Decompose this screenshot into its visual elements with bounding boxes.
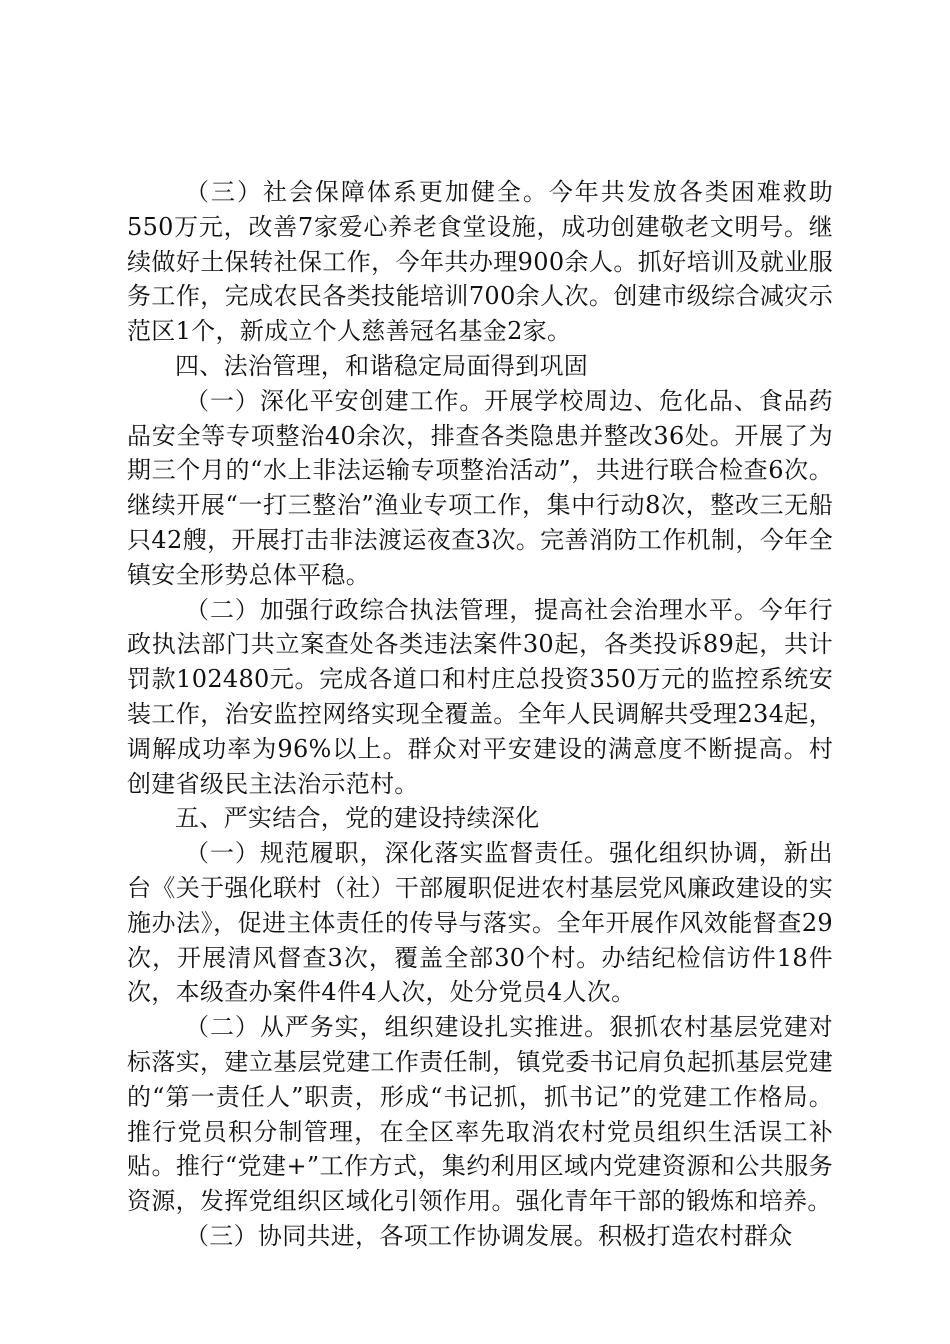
paragraph-supervision-duty: （一）规范履职，深化落实监督责任。强化组织协调，新出台《关于强化联村（社）干部履职促进农村基层党风廉政建设的实施办法》，促进主体责任的传导与落实。全年开展作风效能督查29次，开展清风督查3次，覆盖全部30个村。办结纪检信访件18件次，本级查办案件4件4人次，处分党员4人次。 <box>127 839 833 1007</box>
paragraph-coordinated-development: （三）协同共进，各项工作协调发展。积极打造农村群众 <box>185 1221 793 1250</box>
section-heading-party-building: 五、严实结合，党的建设持续深化 <box>175 804 540 833</box>
paragraph-organization-building: （二）从严务实，组织建设扎实推进。狠抓农村基层党建对标落实，建立基层党建工作责任制，镇党委书记肩负起抓基层党建的“第一责任人”职责，形成“书记抓，抓书记”的党建工作格局。推行党员积分制管理，在全区率先取消农村党员组织生活误工补贴。推行“党建+”工作方式，集约利用区域内党建资源和公共服务资源，发挥党组织区域化引领作用。强化青年干部的锻炼和培养。 <box>127 1013 833 1216</box>
section-heading-rule-of-law: 四、法治管理，和谐稳定局面得到巩固 <box>175 351 589 380</box>
document-page <box>127 175 833 1254</box>
paragraph-social-security: （三）社会保障体系更加健全。今年共发放各类困难救助550万元，改善7家爱心养老食堂设施，成功创建敬老文明号。继续做好土保转社保工作，今年共办理900余人。抓好培训及就业服务工作，完成农民各类技能培训700余人次。创建市级综合减灾示范区1个，新成立个人慈善冠名基金2家。 <box>127 178 833 346</box>
paragraph-safety-campaign: （一）深化平安创建工作。开展学校周边、危化品、食品药品安全等专项整治40余次，排查各类隐患并整改36处。开展了为期三个月的“水上非法运输专项整治活动”，共进行联合检查6次。继续开展“一打三整治”渔业专项工作，集中行动8次，整改三无船只42艘，开展打击非法渡运夜查3次。完善消防工作机制，今年全镇安全形势总体平稳。 <box>127 386 833 589</box>
paragraph-administrative-enforcement: （二）加强行政综合执法管理，提高社会治理水平。今年行政执法部门共立案查处各类违法案件30起，各类投诉89起，共计罚款102480元。完成各道口和村庄总投资350万元的监控系统安装工作，治安监控网络实现全覆盖。全年人民调解共受理234起，调解成功率为96%以上。群众对平安建设的满意度不断提高。村创建省级民主法治示范村。 <box>127 595 833 798</box>
